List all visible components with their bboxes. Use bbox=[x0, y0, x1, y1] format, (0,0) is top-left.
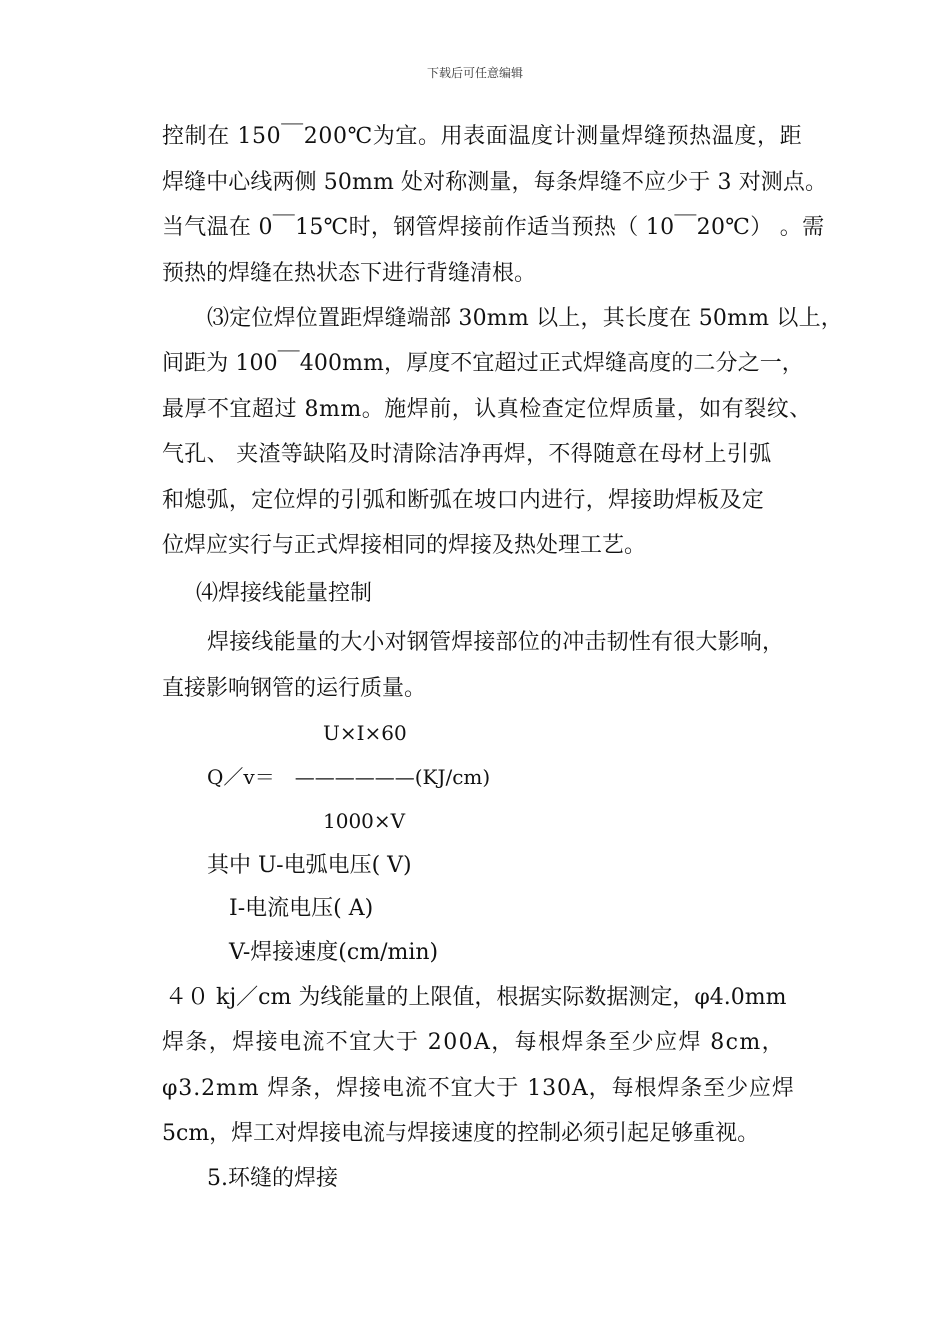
paragraph-line: 气孔、 夹渣等缺陷及时清除洁净再焊，不得随意在母材上引弧 bbox=[162, 442, 772, 467]
paragraph-line: ４０ kj／cm 为线能量的上限值，根据实际数据测定，φ4.0mm bbox=[165, 985, 787, 1010]
paragraph-line: φ3.2mm 焊条，焊接电流不宜大于 130A，每根焊条至少应焊 bbox=[162, 1076, 795, 1101]
paragraph-line: 直接影响钢管的运行质量。 bbox=[162, 676, 427, 701]
formula-numerator: U×I×60 bbox=[323, 721, 407, 745]
paragraph-line: 当气温在 0￣15℃时，钢管焊接前作适当预热（ 10￣20℃） 。需 bbox=[162, 215, 825, 240]
legend-line: 其中 U-电弧电压( V) bbox=[207, 853, 412, 878]
paragraph-line: 位焊应实行与正式焊接相同的焊接及热处理工艺。 bbox=[162, 533, 647, 558]
paragraph-line: 和熄弧，定位焊的引弧和断弧在坡口内进行，焊接助焊板及定 bbox=[162, 488, 765, 513]
paragraph-line: 间距为 100￣400mm，厚度不宜超过正式焊缝高度的二分之一， bbox=[162, 351, 804, 376]
page-header: 下载后可任意编辑 bbox=[426, 66, 523, 80]
formula-main: Q／v＝ ——————(KJ/cm) bbox=[207, 765, 491, 789]
paragraph-line: 最厚不宜超过 8mm。施焊前，认真检查定位焊质量，如有裂纹、 bbox=[162, 397, 812, 422]
formula-denominator: 1000×V bbox=[323, 809, 406, 833]
paragraph-line: 焊缝中心线两侧 50mm 处对称测量，每条焊缝不应少于 3 对测点。 bbox=[162, 170, 828, 195]
section-heading: 5.环缝的焊接 bbox=[207, 1166, 338, 1191]
paragraph-line: ⑶定位焊位置距焊缝端部 30mm 以上，其长度在 50mm 以上， bbox=[207, 306, 844, 331]
section-heading: ⑷焊接线能量控制 bbox=[196, 581, 373, 606]
paragraph-line: 控制在 150￣200℃为宜。用表面温度计测量焊缝预热温度，距 bbox=[162, 124, 803, 149]
paragraph-line: 5cm，焊工对焊接电流与焊接速度的控制必须引起足够重视。 bbox=[162, 1121, 760, 1146]
legend-line: I-电流电压( A) bbox=[229, 896, 374, 921]
paragraph-line: 焊条，焊接电流不宜大于 200A，每根焊条至少应焊 8cm， bbox=[162, 1030, 786, 1055]
legend-line: V-焊接速度(cm/min) bbox=[229, 940, 439, 965]
paragraph-line: 预热的焊缝在热状态下进行背缝清根。 bbox=[162, 261, 537, 286]
paragraph-line: 焊接线能量的大小对钢管焊接部位的冲击韧性有很大影响， bbox=[207, 630, 785, 655]
